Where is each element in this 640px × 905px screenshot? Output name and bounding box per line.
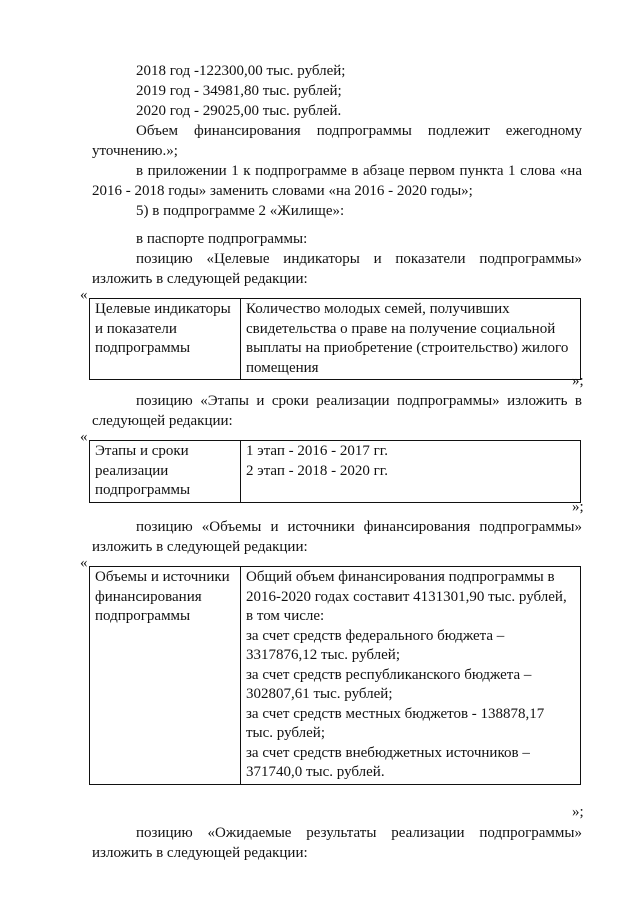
- text-line: уточнению.»;: [92, 143, 178, 159]
- cell-line: Объемы и источники: [95, 569, 230, 585]
- cell-line: подпрограммы: [95, 482, 191, 498]
- cell-line: Общий объем финансирования подпрограммы в: [246, 569, 555, 585]
- text-line: изложить в следующей редакции:: [92, 539, 308, 555]
- text-line: 2019 год - 34981,80 тыс. рублей;: [136, 83, 342, 99]
- cell-line: реализации: [95, 462, 169, 479]
- table-value-cell: [241, 299, 581, 380]
- cell-line: и показатели: [95, 320, 177, 337]
- text-line: изложить в следующей редакции:: [92, 845, 308, 861]
- cell-line: Этапы и сроки: [95, 443, 189, 459]
- cell-line: подпрограммы: [95, 340, 191, 356]
- cell-line: в том числе:: [246, 608, 325, 624]
- text-line: следующей редакции:: [92, 413, 233, 429]
- cell-line: 2016-2020 годах составит 4131301,90 тыс. рублей,: [246, 588, 567, 605]
- text-line: 2018 год -122300,00 тыс. рублей;: [136, 63, 346, 79]
- cell-line: за счет средств местных бюджетов - 138878,17: [246, 705, 545, 722]
- open-quote: «: [80, 555, 88, 571]
- cell-line: свидетельства о праве на получение социальной: [246, 320, 556, 337]
- table-value-cell: [241, 567, 581, 785]
- cell-line: за счет средств федерального бюджета –: [246, 627, 505, 644]
- cell-line: за счет средств внебюджетных источников –: [246, 744, 530, 761]
- financing-table: [89, 566, 581, 785]
- cell-line: 302807,61 тыс. рублей;: [246, 686, 393, 702]
- cell-line: финансирования: [95, 588, 202, 605]
- text-line: позицию «Целевые индикаторы и показатели подпрограммы»: [136, 251, 582, 267]
- cell-line: подпрограммы: [95, 608, 191, 624]
- open-quote: «: [80, 287, 88, 303]
- open-quote: «: [80, 429, 88, 445]
- cell-line: тыс. рублей;: [246, 725, 325, 741]
- cell-line: 3317876,12 тыс. рублей;: [246, 647, 400, 663]
- close-quote: »;: [572, 373, 584, 389]
- text-line: позицию «Ожидаемые результаты реализации подпрограммы»: [136, 825, 582, 841]
- table-value-cell: [241, 441, 581, 503]
- table-label-cell: [90, 567, 241, 785]
- cell-line: 2 этап - 2018 - 2020 гг.: [246, 462, 389, 479]
- cell-line: помещения: [246, 359, 319, 376]
- cell-line: Целевые индикаторы: [95, 301, 231, 317]
- text-line: позицию «Объемы и источники финансирования подпрограммы»: [136, 519, 582, 535]
- cell-line: 1 этап - 2016 - 2017 гг.: [246, 443, 389, 459]
- text-line: в приложении 1 к подпрограмме в абзаце первом пункта 1 слова «на: [136, 163, 582, 179]
- cell-line: выплаты на приобретение (строительство) жилого: [246, 340, 569, 356]
- text-line: позицию «Этапы и сроки реализации подпрограммы» изложить в: [136, 393, 582, 409]
- text-line: 2016 - 2018 годы» заменить словами «на 2016 - 2020 годы»;: [92, 183, 473, 199]
- close-quote: »;: [572, 499, 584, 515]
- close-quote: »;: [572, 804, 584, 820]
- table-label-cell: [90, 299, 241, 380]
- stages-table: [89, 440, 581, 503]
- table-label-cell: [90, 441, 241, 503]
- text-line: в паспорте подпрограммы:: [136, 231, 308, 247]
- text-line: Объем финансирования подпрограммы подлежит ежегодному: [136, 123, 582, 139]
- cell-line: 371740,0 тыс. рублей.: [246, 764, 385, 780]
- indicators-table: [89, 298, 581, 380]
- text-line: изложить в следующей редакции:: [92, 271, 308, 287]
- text-line: 5) в подпрограмме 2 «Жилище»:: [136, 203, 345, 219]
- cell-line: за счет средств республиканского бюджета –: [246, 666, 532, 683]
- text-line: 2020 год - 29025,00 тыс. рублей.: [136, 103, 342, 119]
- cell-line: Количество молодых семей, получивших: [246, 301, 510, 317]
